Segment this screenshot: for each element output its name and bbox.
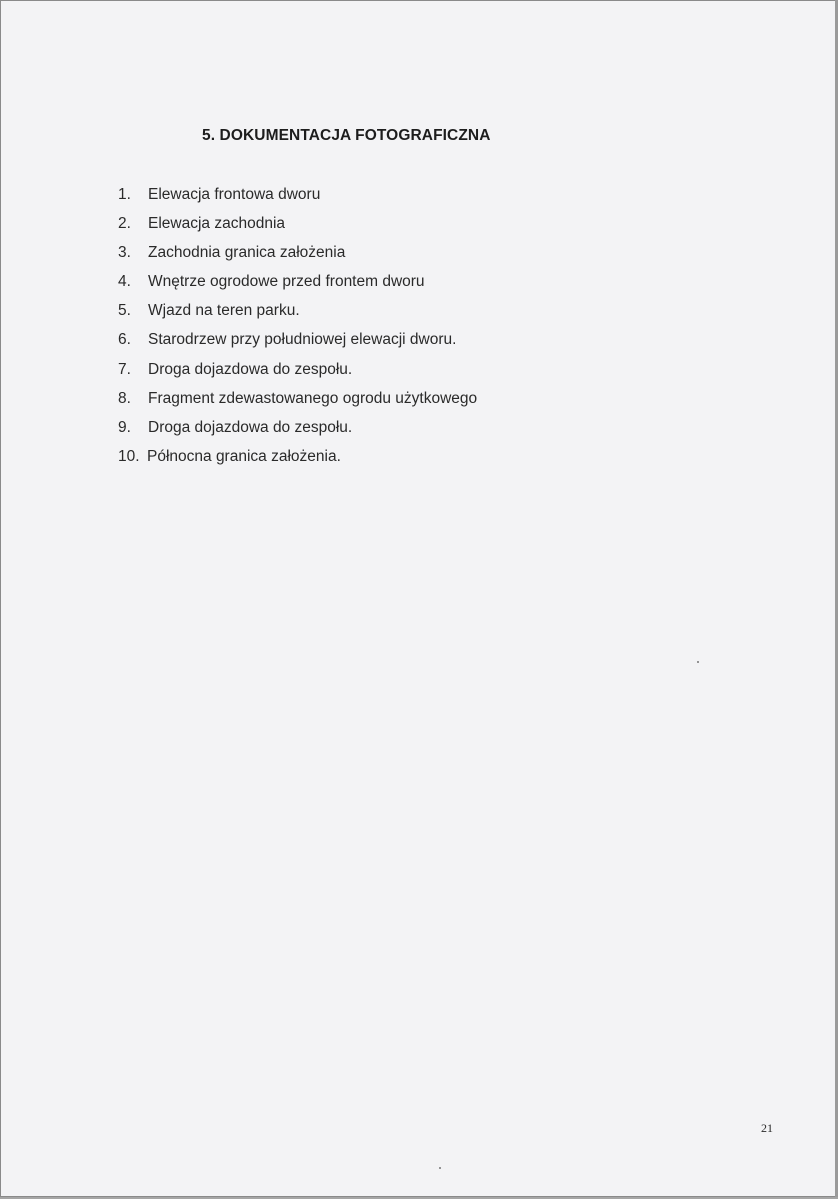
list-item [118, 417, 477, 446]
list-item [118, 359, 477, 388]
list-item-text: Północna granica założenia. [147, 447, 341, 465]
list-item-text: Elewacja frontowa dworu [148, 186, 321, 203]
list-item [118, 271, 477, 300]
list-item-text: Droga dojazdowa do zespołu. [148, 360, 353, 378]
list-item-number: 9. [118, 418, 131, 436]
page-number: 21 [761, 1121, 773, 1135]
scan-speck [439, 1167, 441, 1169]
list-item [118, 213, 477, 242]
scan-speck [697, 661, 699, 663]
list-item [118, 388, 477, 417]
list-item-number: 1. [118, 186, 131, 203]
list-item [118, 446, 477, 475]
list-item [118, 329, 477, 358]
list-item [118, 300, 477, 329]
list-item-text: Wjazd na teren parku. [148, 302, 300, 320]
photo-list [118, 184, 477, 475]
list-item-number: 8. [118, 389, 131, 407]
list-item [118, 184, 477, 213]
list-item [118, 242, 477, 271]
list-item-text: Fragment zdewastowanego ogrodu użytkowego [148, 389, 478, 407]
list-item-number: 4. [118, 273, 131, 291]
list-item-text: Wnętrze ogrodowe przed frontem dworu [148, 273, 425, 291]
list-item-text: Zachodnia granica założenia [148, 244, 346, 262]
list-item-text: Starodrzew przy południowej elewacji dworu. [148, 331, 457, 349]
list-item-number: 5. [118, 302, 131, 320]
section-heading: 5. DOKUMENTACJA FOTOGRAFICZNA [202, 127, 491, 144]
list-item-number: 7. [118, 360, 131, 378]
list-item-text: Droga dojazdowa do zespołu. [148, 418, 353, 436]
list-item-number: 10. [118, 447, 140, 465]
list-item-number: 3. [118, 244, 131, 262]
list-item-number: 2. [118, 215, 131, 233]
list-item-number: 6. [118, 331, 131, 349]
list-item-text: Elewacja zachodnia [148, 215, 286, 233]
